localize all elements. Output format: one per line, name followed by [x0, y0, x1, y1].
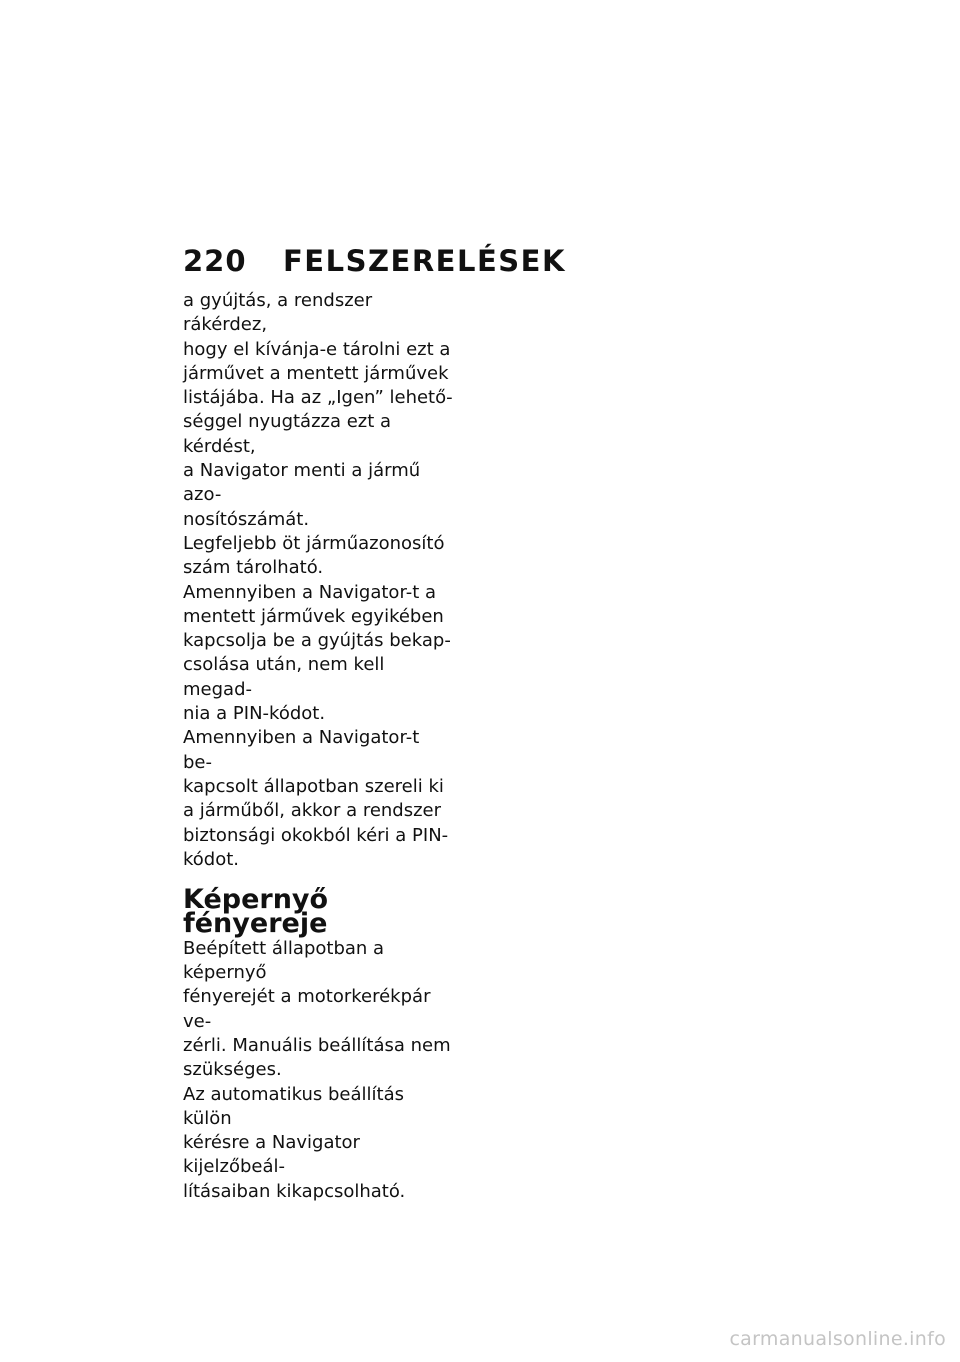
- paragraph-max-vehicles: Legfeljebb öt járműazonosító szám tárolható.: [183, 532, 445, 579]
- page-number: 220: [183, 244, 247, 278]
- main-text-column: [183, 289, 453, 1204]
- paragraph-pin-on-removal: Amennyiben a Navigator-t be- kapcsolt állapotban szereli ki a járműből, akkor a rendszer biztonsági okokból kéri a PIN- kódot.: [183, 727, 449, 870]
- section-title-screen-brightness: Képernyő fényereje: [183, 884, 329, 940]
- paragraph-no-pin-needed: Amennyiben a Navigator-t a mentett járművek egyikében kapcsolja be a gyújtás bekap- csolása után, nem kell megad- nia a PIN-kódot.: [183, 581, 451, 725]
- paragraph-brightness-control: Beépített állapotban a képernyő fényerejét a motorkerékpár ve- zérli. Manuális beállítása nem szükséges.: [183, 937, 451, 1081]
- watermark: carmanualsonline.info: [729, 1328, 946, 1350]
- paragraph-auto-brightness-off: Az automatikus beállítás külön kérésre a Navigator kijelzőbeál- lításaiban kikapcsolható.: [183, 1083, 406, 1202]
- paragraph-vehicle-storage: a gyújtás, a rendszer rákérdez, hogy el kívánja-e tárolni ezt a járművet a mentett járművek listájába. Ha az „Igen” lehető- séggel nyugtázza ezt a kérdést, a Navigator menti a jármű azo- nosítószámát.: [183, 290, 453, 530]
- chapter-title: FELSZERELÉSEK: [283, 244, 566, 278]
- page-header: [183, 244, 566, 278]
